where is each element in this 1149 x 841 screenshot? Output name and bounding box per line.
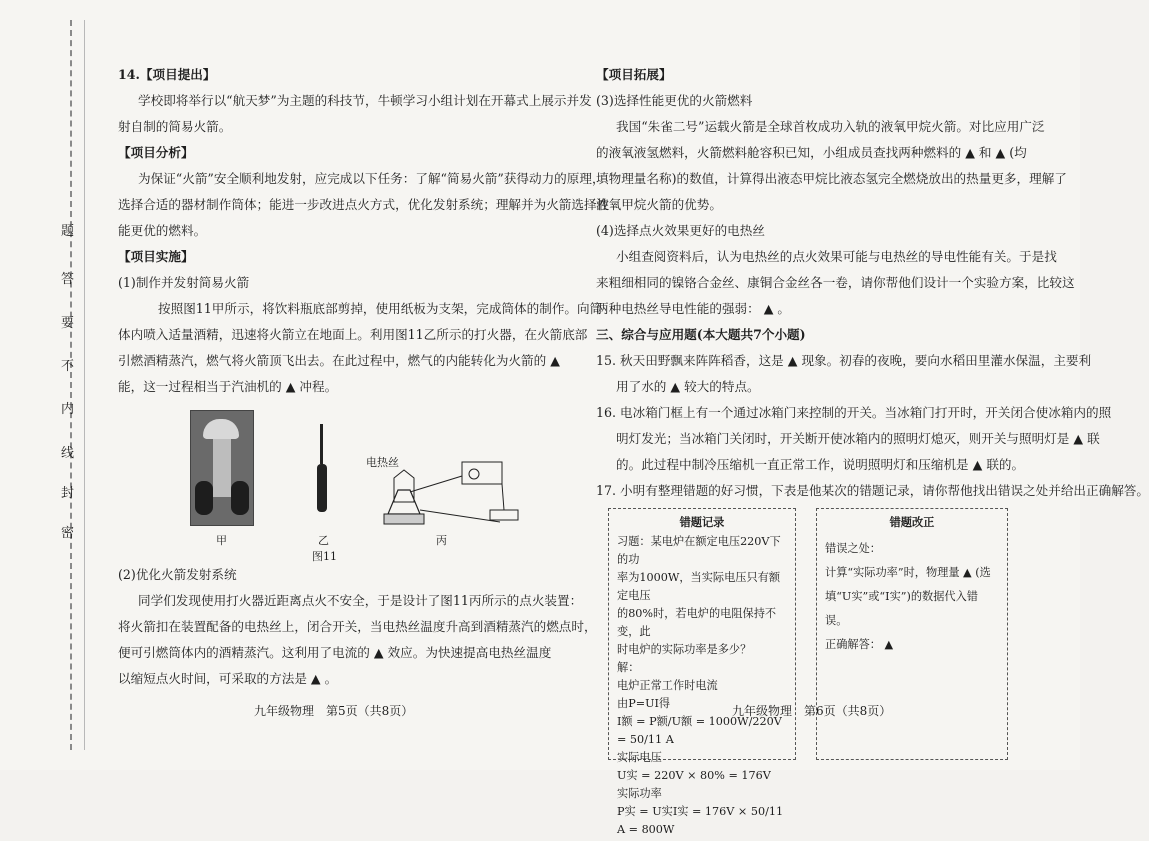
question-text-line: 来粗细相同的镍铬合金丝、康铜合金丝各一卷，请你帮他们设计一个实验方案，比较这 bbox=[596, 275, 1075, 290]
ignition-device-diagram bbox=[380, 462, 540, 542]
question-text-line: 我国“朱雀二号”运载火箭是全球首枚成功入轨的液氧甲烷火箭。对比应用广泛 bbox=[616, 119, 1045, 134]
question-text-line: 明灯发光；当冰箱门关闭时，开关断开使冰箱内的照明灯熄灭，则开关与照明灯是 ▲ 联 bbox=[616, 431, 1100, 446]
error-record-table bbox=[596, 508, 1016, 836]
question-text-line: (1)制作并发射简易火箭 bbox=[118, 275, 250, 290]
correction-text-line: 错误之处： bbox=[825, 542, 881, 555]
question-text-line: (3)选择性能更优的火箭燃料 bbox=[596, 93, 753, 108]
question-text-line: 射自制的简易火箭。 bbox=[118, 119, 232, 134]
figure-caption: 图11 bbox=[312, 550, 337, 563]
binding-line bbox=[70, 20, 72, 750]
right-page bbox=[596, 62, 1149, 836]
question-text-line: 【项目实施】 bbox=[118, 249, 194, 264]
page-footer-right: 九年级物理 第6页（共8页） bbox=[732, 704, 892, 718]
question-text-line: 液氧甲烷火箭的优势。 bbox=[596, 197, 722, 212]
gutter-char: 要 bbox=[61, 316, 75, 331]
question-text-line: (2)优化火箭发射系统 bbox=[118, 567, 237, 582]
correction-box bbox=[816, 508, 1008, 760]
question-text-line: 小组查阅资料后，认为电热丝的点火效果可能与电热丝的导电性能有关。于是找 bbox=[616, 249, 1057, 264]
question-text-line: 17. 小明有整理错题的好习惯，下表是他某次的错题记录，请你帮他找出错误之处并给出正确解答。 bbox=[596, 483, 1149, 498]
question-text-line: 用了水的 ▲ 较大的特点。 bbox=[616, 379, 760, 394]
question-text-line: 两种电热丝导电性能的强弱： ▲ 。 bbox=[596, 301, 791, 316]
gutter-char: 不 bbox=[61, 359, 75, 374]
record-text-line: 习题：某电炉在额定电压220V下的功 bbox=[617, 535, 781, 566]
question-text-line: 引燃酒精蒸汽，燃气将火箭顶飞出去。在此过程中，燃气的内能转化为火箭的 ▲ bbox=[118, 353, 560, 368]
record-text-line: 率为1000W，当实际电压只有额定电压 bbox=[617, 571, 781, 602]
left-page bbox=[118, 62, 610, 692]
gutter-char: 密 bbox=[61, 526, 75, 541]
question-text-line: 14.【项目提出】 bbox=[118, 67, 216, 82]
question-text-line: 填物理量名称)的数值，计算得出液态甲烷比液态氢完全燃烧放出的热量更多，理解了 bbox=[596, 171, 1067, 186]
question-text-line: 将火箭扣在装置配备的电热丝上，闭合开关，当电热丝温度升高到酒精蒸汽的燃点时， bbox=[118, 619, 597, 634]
error-record-box bbox=[608, 508, 796, 836]
question-text-line: 为保证“火箭”安全顺利地发射，应完成以下任务：了解“简易火箭”获得动力的原理， bbox=[138, 171, 605, 186]
record-text-line: 由P=UI得 bbox=[617, 697, 671, 710]
gutter-char: 内 bbox=[61, 402, 75, 417]
question-text-line: 以缩短点火时间，可采取的方法是 ▲ 。 bbox=[118, 671, 338, 686]
gutter-char: 答 bbox=[61, 272, 75, 287]
correction-text-line: 填“U实”或“I实”)的数据代入错误。 bbox=[825, 590, 978, 627]
question-text-line: 15. 秋天田野飘来阵阵稻香，这是 ▲ 现象。初春的夜晚，要向水稻田里灌水保温，主要利 bbox=[596, 353, 1092, 368]
question-text-line: (4)选择点火效果更好的电热丝 bbox=[596, 223, 765, 238]
margin-line bbox=[84, 20, 85, 750]
actual-voltage-label: 实际电压 bbox=[617, 751, 662, 764]
correction-text-line: 正确解答： ▲ bbox=[825, 638, 894, 651]
record-text-line: 解： bbox=[617, 661, 640, 674]
question-text-line: 三、综合与应用题(本大题共7个小题) bbox=[596, 327, 806, 342]
figure-label-b: 乙 bbox=[318, 534, 329, 547]
record-text-line: 电炉正常工作时电流 bbox=[617, 679, 718, 692]
figure-label-c: 丙 bbox=[436, 534, 447, 547]
page-footer-left: 九年级物理 第5页（共8页） bbox=[254, 704, 414, 718]
question-text-line: 【项目分析】 bbox=[118, 145, 194, 160]
correction-text-line: 计算“实际功率”时，物理量 ▲ (选 bbox=[825, 566, 991, 579]
question-text-line: 便可引燃筒体内的酒精蒸汽。这利用了电流的 ▲ 效应。为快速提高电热丝温度 bbox=[118, 645, 552, 660]
question-text-line: 能更优的燃料。 bbox=[118, 223, 207, 238]
equation-current: I额 = P额/U额 = 1000W/220V = 50/11 A bbox=[617, 715, 782, 746]
question-text-line: 学校即将举行以“航天梦”为主题的科技节，牛顿学习小组计划在开幕式上展示并发 bbox=[138, 93, 592, 108]
figure-label-a: 甲 bbox=[216, 534, 227, 547]
record-text-line: 时电炉的实际功率是多少？ bbox=[617, 643, 752, 656]
correction-title: 错题改正 bbox=[889, 515, 935, 529]
error-record-title: 错题记录 bbox=[679, 515, 725, 529]
question-text-line: 的液氧液氢燃料，火箭燃料舱容积已知，小组成员查找两种燃料的 ▲ 和 ▲ (均 bbox=[596, 145, 1027, 160]
gutter-char: 封 bbox=[61, 486, 75, 501]
equation-voltage: U实 = 220V × 80% = 176V bbox=[617, 769, 771, 782]
question-text-line: 选择合适的器材制作筒体；能进一步改进点火方式，优化发射系统；理解并为火箭选择性 bbox=[118, 197, 610, 212]
question-text-line: 体内喷入适量酒精，迅速将火箭立在地面上。利用图11乙所示的打火器，在火箭底部 bbox=[118, 327, 588, 342]
rocket-photo bbox=[190, 410, 254, 526]
question-text-line: 同学们发现使用打火器近距离点火不安全，于是设计了图11丙所示的点火装置： bbox=[138, 593, 583, 608]
gutter-char: 线 bbox=[61, 446, 75, 461]
question-text-line: 【项目拓展】 bbox=[596, 67, 672, 82]
lighter-icon bbox=[314, 424, 330, 514]
question-text-line: 能，这一过程相当于汽油机的 ▲ 冲程。 bbox=[118, 379, 338, 394]
heating-wire-label: 电热丝 bbox=[366, 456, 399, 469]
record-text-line: 的80%时，若电炉的电阻保持不变，此 bbox=[617, 607, 777, 638]
figure-11 bbox=[118, 404, 558, 562]
question-text-line: 16. 电冰箱门框上有一个通过冰箱门来控制的开关。当冰箱门打开时，开关闭合使冰箱内的照 bbox=[596, 405, 1112, 420]
question-text-line: 按照图11甲所示，将饮料瓶底部剪掉，使用纸板为支架，完成筒体的制作。向筒 bbox=[158, 301, 603, 316]
equation-power: P实 = U实I实 = 176V × 50/11 A = 800W bbox=[617, 805, 784, 836]
actual-power-label: 实际功率 bbox=[617, 787, 662, 800]
gutter-char: 题 bbox=[61, 224, 75, 239]
question-text-line: 的。此过程中制冷压缩机一直正常工作，说明照明灯和压缩机是 ▲ 联的。 bbox=[616, 457, 1025, 472]
